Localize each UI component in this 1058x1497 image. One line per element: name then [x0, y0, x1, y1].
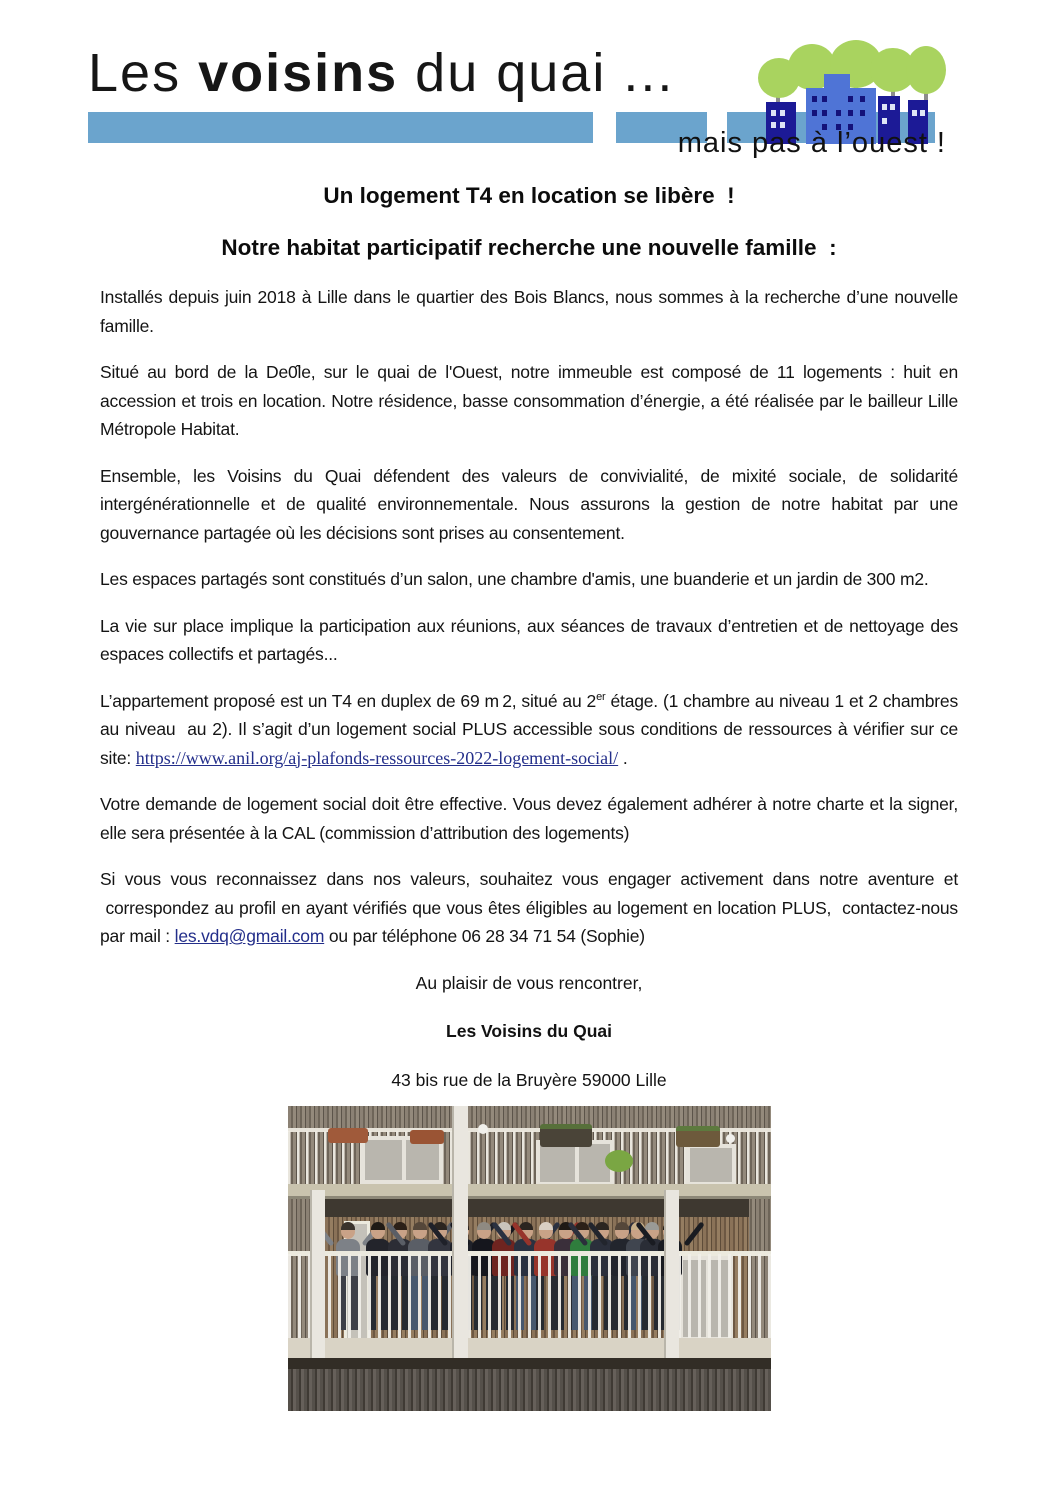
- signature-line: Les Voisins du Quai: [446, 1021, 612, 1041]
- support-post: [664, 1190, 679, 1358]
- document-body: [0, 183, 1058, 1411]
- logo-tagline: mais pas à l’ouest !: [677, 127, 946, 159]
- logo-blue-bar-segment: [88, 112, 593, 143]
- building-tower-icon: [824, 74, 850, 94]
- paragraph-building: Situé au bord de la De0̂le, sur le quai de l'Ouest, notre immeuble est composé de 11 logements : huit en accession et trois en location. Notre résidence, basse consommation d’énergie, a été réalisée par le bailleur Lille Métropole Habitat.: [100, 362, 958, 439]
- paragraph-contact: [100, 865, 958, 951]
- logo-wordmark: [88, 43, 675, 103]
- main-balcony-floor: [288, 1338, 771, 1369]
- address-line: 43 bis rue de la Bruyère 59000 Lille: [391, 1069, 667, 1090]
- closing-line: Au plaisir de vous rencontrer,: [415, 972, 643, 993]
- main-balcony-railing: [288, 1254, 771, 1338]
- contact-text: Si vous vous reconnaissez dans nos valeurs, souhaitez vous engager activement dans notre aventure et correspondez au profil en ayant vérifiés que vous êtes éligibles au logement en location PLUS, contactez-nous par mail :: [100, 869, 958, 946]
- lower-facade: [288, 1369, 771, 1411]
- paragraph-values: Ensemble, les Voisins du Quai défendent des valeurs de convivialité, de mixité sociale, de solidarité intergénérationnelle et de qualité environnementale. Nous assurons la gestion de notre habitat par une gouvernance partagée où les décisions sont prises au consentement.: [100, 465, 958, 543]
- paragraph-apartment: [100, 687, 958, 773]
- support-post: [310, 1190, 325, 1358]
- community-photo-image: [288, 1106, 771, 1411]
- ordinal-superscript: er: [596, 690, 606, 703]
- apartment-text: .: [618, 747, 628, 768]
- contact-text: ou par téléphone 06 28 34 71 54 (Sophie): [324, 926, 645, 946]
- header: [0, 0, 1058, 178]
- logo-du-quai: du quai ...: [398, 43, 675, 103]
- anil-resources-link[interactable]: https://www.anil.org/aj-plafonds-ressources-2022-logement-social/: [135, 747, 619, 768]
- apartment-text: L’appartement proposé est un T4 en duplex de 69 m 2, situé au 2: [100, 690, 597, 711]
- paragraph-demande: Votre demande de logement social doit être effective. Vous devez également adhérer à notre charte et la signer, elle sera présentée à la CAL (commission d’attribution des logements): [100, 794, 958, 843]
- paragraph-life: La vie sur place implique la participation aux réunions, aux séances de travaux d’entretien et de nettoyage des espaces collectifs et partagés...: [100, 615, 958, 664]
- closing-block: [0, 969, 1058, 1095]
- email-link[interactable]: les.vdq@gmail.com: [174, 926, 325, 946]
- subtitle-heading: Notre habitat participatif recherche une nouvelle famille :: [221, 235, 837, 260]
- paragraph-shared-spaces: Les espaces partagés sont constitués d’un salon, une chambre d'amis, une buanderie et un jardin de 300 m2.: [100, 569, 929, 589]
- paragraph-intro: Installés depuis juin 2018 à Lille dans le quartier des Bois Blancs, nous sommes à la recherche d’une nouvelle famille.: [100, 287, 958, 336]
- apartment-text: étage. (1 chambre au niveau 1 et 2 chambres au niveau au 2). Il s’agit d’un logement social PLUS accessible sous conditions de ressources à vérifier sur ce site:: [100, 690, 958, 768]
- logo-les: Les: [88, 43, 199, 103]
- tree-icon: [906, 46, 946, 94]
- paragraph-block: [0, 283, 1058, 951]
- title-heading: Un logement T4 en location se libère !: [323, 183, 735, 208]
- logo-voisins: voisins: [198, 43, 399, 103]
- support-post: [452, 1106, 468, 1358]
